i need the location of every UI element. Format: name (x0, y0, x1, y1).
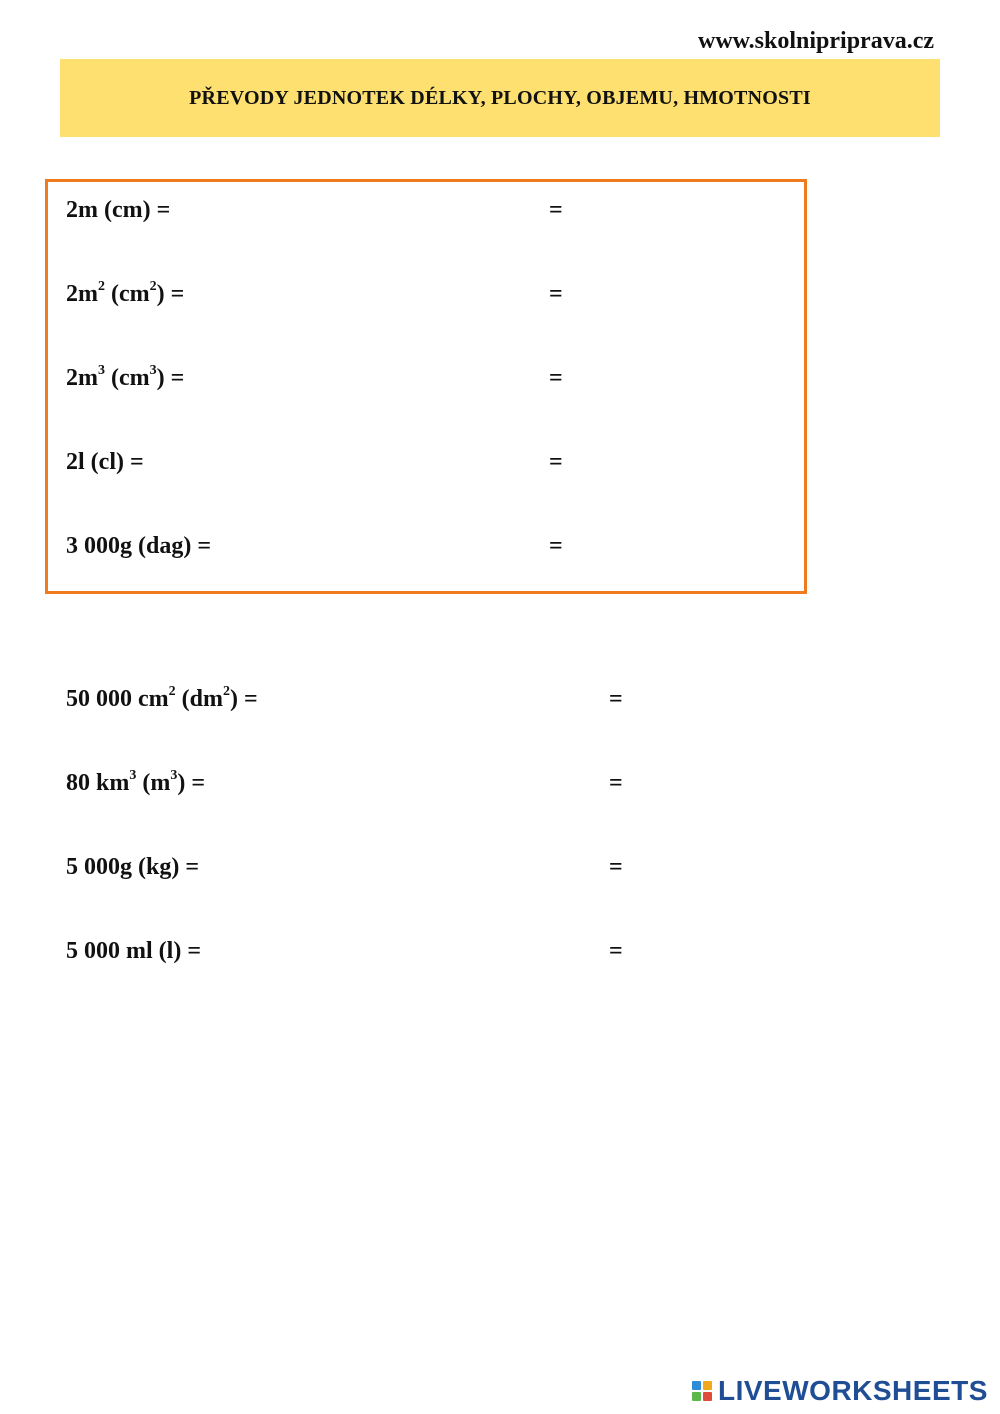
equals-sign: = (549, 533, 563, 559)
exercise-item: 5 000 ml (l) = (66, 938, 202, 964)
logo-text: LIVEWORKSHEETS (718, 1375, 988, 1406)
equals-sign: = (549, 449, 563, 475)
exercise-item: 3 000g (dag) = (66, 533, 212, 559)
equals-sign: = (609, 938, 623, 964)
liveworksheets-logo[interactable] (692, 1374, 988, 1408)
exercise-item: 5 000g (kg) = (66, 854, 200, 880)
equals-sign: = (609, 770, 623, 796)
equals-sign: = (609, 854, 623, 880)
page-title: PŘEVODY JEDNOTEK DÉLKY, PLOCHY, OBJEMU, HMOTNOSTI (189, 86, 811, 109)
exercise-item: $2m^3$ $(cm^3)$ = (66, 363, 185, 391)
exercise-item: 50 000 $cm^2$ $(dm^2)$ = (66, 684, 258, 712)
exercise-item: 2m (cm) = (66, 197, 171, 223)
liveworksheets-logo-icon (692, 1381, 712, 1401)
equals-sign: = (549, 197, 563, 223)
equals-sign: = (549, 365, 563, 391)
website-url: www.skolnipriprava.cz (697, 28, 934, 54)
equals-sign: = (609, 686, 623, 712)
exercise-item: 2l (cl) = (66, 449, 144, 475)
title-banner (60, 59, 940, 137)
exercise-item: $2m^2$ $(cm^2)$ = (66, 279, 185, 307)
equals-sign: = (549, 281, 563, 307)
exercise-item: 80 $km^3$ $(m^3)$ = (66, 768, 205, 796)
